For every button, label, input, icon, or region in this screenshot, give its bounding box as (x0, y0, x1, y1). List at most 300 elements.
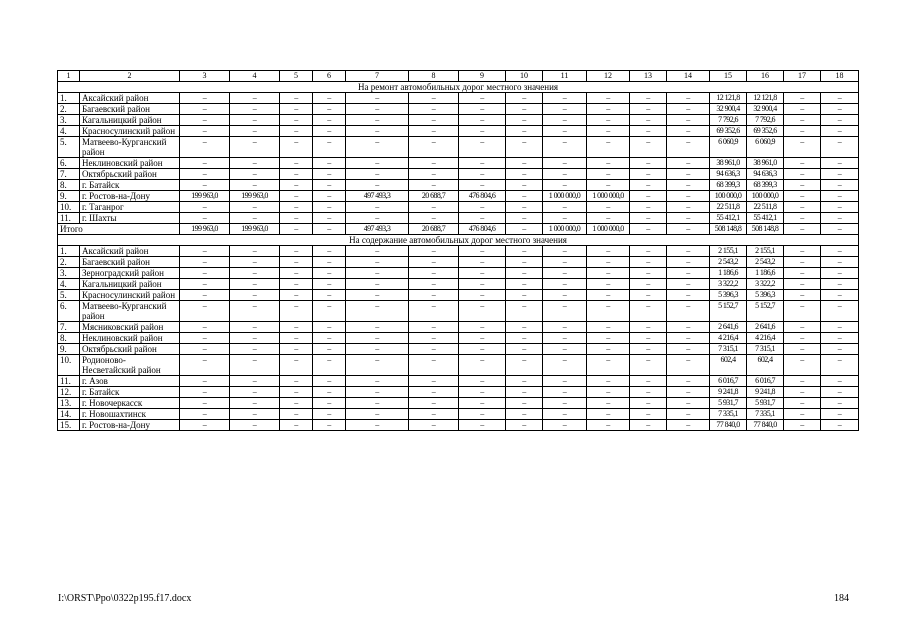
value-cell: – (630, 301, 667, 322)
total-row (58, 224, 859, 235)
row-number: 2. (58, 104, 80, 115)
value-cell: – (506, 191, 543, 202)
value-cell: 38 961,0 (747, 158, 784, 169)
value-cell: – (506, 246, 543, 257)
row-name: г. Шахты (80, 213, 180, 224)
table-row (58, 355, 859, 376)
value-cell: – (543, 104, 587, 115)
value-cell: – (587, 420, 630, 431)
value-cell: – (667, 257, 710, 268)
row-number: 1. (58, 246, 80, 257)
value-cell: 55 412,1 (710, 213, 747, 224)
value-cell: – (180, 93, 230, 104)
total-label: Итого (58, 224, 180, 235)
table-row (58, 344, 859, 355)
row-name: Зерноградский район (80, 268, 180, 279)
value-cell: – (230, 398, 280, 409)
value-cell: – (313, 126, 346, 137)
column-number-cell: 13 (630, 71, 667, 82)
value-cell: – (346, 290, 409, 301)
column-number-cell: 2 (80, 71, 180, 82)
value-cell: – (587, 279, 630, 290)
table-row (58, 104, 859, 115)
value-cell: – (784, 180, 821, 191)
total-value-cell: 199 963,0 (230, 224, 280, 235)
value-cell: – (313, 387, 346, 398)
value-cell: – (230, 268, 280, 279)
value-cell: – (543, 268, 587, 279)
value-cell: – (587, 333, 630, 344)
value-cell: – (784, 191, 821, 202)
row-number: 11. (58, 376, 80, 387)
value-cell: – (821, 279, 859, 290)
value-cell: 2 155,1 (747, 246, 784, 257)
value-cell: – (409, 169, 459, 180)
total-value-cell: 508 148,8 (747, 224, 784, 235)
row-name: Мясниковский район (80, 322, 180, 333)
value-cell: – (821, 213, 859, 224)
value-cell: 100 000,0 (710, 191, 747, 202)
value-cell: 199 963,0 (180, 191, 230, 202)
value-cell: 22 511,8 (710, 202, 747, 213)
value-cell: 2 641,6 (710, 322, 747, 333)
value-cell: – (459, 158, 506, 169)
value-cell: – (459, 355, 506, 376)
value-cell: 68 399,3 (747, 180, 784, 191)
value-cell: – (784, 387, 821, 398)
value-cell: – (230, 213, 280, 224)
value-cell: – (506, 387, 543, 398)
value-cell: – (630, 257, 667, 268)
value-cell: – (280, 257, 313, 268)
table-row (58, 257, 859, 268)
row-name: г. Ростов-на-Дону (80, 191, 180, 202)
row-number: 6. (58, 158, 80, 169)
value-cell: – (459, 290, 506, 301)
value-cell: – (346, 158, 409, 169)
value-cell: – (506, 333, 543, 344)
value-cell: – (587, 213, 630, 224)
value-cell: – (543, 290, 587, 301)
value-cell: – (506, 398, 543, 409)
value-cell: – (587, 158, 630, 169)
value-cell: – (459, 376, 506, 387)
value-cell: – (784, 158, 821, 169)
row-name: Неклиновский район (80, 333, 180, 344)
value-cell: – (230, 93, 280, 104)
value-cell: – (543, 376, 587, 387)
value-cell: – (784, 268, 821, 279)
value-cell: – (543, 301, 587, 322)
row-name: Октябрьский район (80, 344, 180, 355)
value-cell: 5 396,3 (710, 290, 747, 301)
value-cell: – (506, 257, 543, 268)
page-number: 184 (834, 593, 849, 604)
value-cell: – (506, 420, 543, 431)
value-cell: – (506, 409, 543, 420)
value-cell: 94 636,3 (710, 169, 747, 180)
value-cell: – (587, 376, 630, 387)
value-cell: – (409, 398, 459, 409)
value-cell: – (313, 213, 346, 224)
value-cell: – (280, 202, 313, 213)
value-cell: – (180, 279, 230, 290)
value-cell: – (409, 180, 459, 191)
value-cell: – (784, 104, 821, 115)
value-cell: – (506, 322, 543, 333)
value-cell: – (409, 279, 459, 290)
value-cell: – (280, 279, 313, 290)
table-row (58, 376, 859, 387)
document-file-path: I:\ORST\Ppo\0322p195.f17.docx (58, 593, 192, 604)
value-cell: – (459, 169, 506, 180)
row-number: 13. (58, 398, 80, 409)
row-name: Кагальницкий район (80, 279, 180, 290)
value-cell: 5 152,7 (710, 301, 747, 322)
value-cell: – (313, 344, 346, 355)
value-cell: – (784, 355, 821, 376)
value-cell: – (630, 268, 667, 279)
value-cell: – (667, 409, 710, 420)
row-number: 4. (58, 126, 80, 137)
value-cell: 7 792,6 (710, 115, 747, 126)
value-cell: – (230, 158, 280, 169)
value-cell: 9 241,8 (710, 387, 747, 398)
value-cell: – (280, 158, 313, 169)
value-cell: – (587, 344, 630, 355)
value-cell: – (784, 290, 821, 301)
value-cell: – (543, 279, 587, 290)
value-cell: – (313, 409, 346, 420)
table-row (58, 158, 859, 169)
value-cell: – (506, 169, 543, 180)
value-cell: – (630, 333, 667, 344)
table-row (58, 387, 859, 398)
value-cell: 32 900,4 (747, 104, 784, 115)
value-cell: – (543, 257, 587, 268)
table-row (58, 246, 859, 257)
value-cell: – (409, 387, 459, 398)
value-cell: – (630, 279, 667, 290)
value-cell: – (230, 202, 280, 213)
value-cell: – (459, 279, 506, 290)
total-value-cell: 199 963,0 (180, 224, 230, 235)
value-cell: – (459, 246, 506, 257)
value-cell: – (230, 257, 280, 268)
value-cell: – (230, 115, 280, 126)
value-cell: – (180, 246, 230, 257)
value-cell: – (230, 180, 280, 191)
value-cell: – (313, 180, 346, 191)
row-number: 12. (58, 387, 80, 398)
value-cell: 4 216,4 (710, 333, 747, 344)
value-cell: – (784, 246, 821, 257)
value-cell: – (313, 268, 346, 279)
value-cell: – (630, 180, 667, 191)
value-cell: – (313, 322, 346, 333)
value-cell: – (346, 93, 409, 104)
value-cell: – (313, 290, 346, 301)
value-cell: – (784, 322, 821, 333)
total-value-cell: – (506, 224, 543, 235)
value-cell: – (587, 180, 630, 191)
total-value-cell: – (630, 224, 667, 235)
value-cell: – (543, 409, 587, 420)
value-cell: 2 641,6 (747, 322, 784, 333)
value-cell: – (630, 290, 667, 301)
value-cell: – (313, 420, 346, 431)
value-cell: – (784, 420, 821, 431)
total-value-cell: – (667, 224, 710, 235)
value-cell: – (230, 355, 280, 376)
value-cell: – (409, 158, 459, 169)
value-cell: – (280, 115, 313, 126)
value-cell: – (667, 104, 710, 115)
row-name: г. Таганрог (80, 202, 180, 213)
value-cell: – (667, 290, 710, 301)
total-value-cell: 1 000 000,0 (587, 224, 630, 235)
value-cell: – (506, 93, 543, 104)
value-cell: 602,4 (710, 355, 747, 376)
value-cell: – (543, 137, 587, 158)
value-cell: 5 152,7 (747, 301, 784, 322)
value-cell: – (543, 344, 587, 355)
value-cell: – (230, 333, 280, 344)
value-cell: – (180, 355, 230, 376)
row-number: 7. (58, 322, 80, 333)
value-cell: – (821, 333, 859, 344)
value-cell: – (587, 301, 630, 322)
value-cell: – (667, 115, 710, 126)
table-row (58, 398, 859, 409)
value-cell: – (506, 180, 543, 191)
value-cell: 5 396,3 (747, 290, 784, 301)
value-cell: – (313, 191, 346, 202)
row-name: Октябрьский район (80, 169, 180, 180)
value-cell: – (280, 191, 313, 202)
value-cell: – (587, 104, 630, 115)
table-row (58, 126, 859, 137)
value-cell: – (587, 169, 630, 180)
value-cell: – (313, 376, 346, 387)
value-cell: – (459, 180, 506, 191)
value-cell: – (346, 279, 409, 290)
value-cell: – (459, 301, 506, 322)
row-name: г. Батайск (80, 180, 180, 191)
value-cell: – (667, 322, 710, 333)
table-row (58, 213, 859, 224)
value-cell: – (230, 279, 280, 290)
value-cell: – (180, 169, 230, 180)
value-cell: – (313, 104, 346, 115)
value-cell: – (180, 420, 230, 431)
value-cell: – (409, 376, 459, 387)
value-cell: 100 000,0 (747, 191, 784, 202)
row-name: Аксайский район (80, 93, 180, 104)
value-cell: – (180, 409, 230, 420)
value-cell: – (821, 301, 859, 322)
value-cell: – (313, 169, 346, 180)
value-cell: – (459, 398, 506, 409)
value-cell: – (459, 268, 506, 279)
value-cell: – (821, 202, 859, 213)
row-name: Родионово-Несветайский район (80, 355, 180, 376)
value-cell: – (630, 158, 667, 169)
column-number-cell: 9 (459, 71, 506, 82)
value-cell: – (506, 268, 543, 279)
value-cell: 6 060,9 (747, 137, 784, 158)
row-name: Красносулинский район (80, 290, 180, 301)
row-number: 10. (58, 355, 80, 376)
value-cell: – (630, 137, 667, 158)
value-cell: – (230, 344, 280, 355)
value-cell: – (459, 344, 506, 355)
value-cell: – (280, 322, 313, 333)
column-number-row (58, 71, 859, 82)
value-cell: – (667, 169, 710, 180)
value-cell: – (313, 137, 346, 158)
value-cell: – (784, 398, 821, 409)
value-cell: – (543, 202, 587, 213)
total-value-cell: 476 804,6 (459, 224, 506, 235)
value-cell: 6 016,7 (747, 376, 784, 387)
value-cell: – (587, 126, 630, 137)
value-cell: – (667, 268, 710, 279)
table-row (58, 301, 859, 322)
total-value-cell: – (784, 224, 821, 235)
value-cell: 7 335,1 (747, 409, 784, 420)
value-cell: – (587, 115, 630, 126)
value-cell: – (587, 387, 630, 398)
value-cell: – (821, 257, 859, 268)
value-cell: – (543, 333, 587, 344)
value-cell: – (180, 202, 230, 213)
value-cell: – (459, 115, 506, 126)
value-cell: – (459, 420, 506, 431)
row-number: 1. (58, 93, 80, 104)
value-cell: – (543, 169, 587, 180)
value-cell: – (630, 409, 667, 420)
value-cell: – (313, 398, 346, 409)
row-name: Матвеево-Курганский район (80, 301, 180, 322)
value-cell: – (313, 158, 346, 169)
value-cell: 9 241,8 (747, 387, 784, 398)
value-cell: – (313, 202, 346, 213)
value-cell: 6 060,9 (710, 137, 747, 158)
value-cell: – (784, 115, 821, 126)
value-cell: – (459, 202, 506, 213)
row-number: 8. (58, 180, 80, 191)
value-cell: – (630, 126, 667, 137)
value-cell: – (784, 333, 821, 344)
value-cell: – (630, 420, 667, 431)
value-cell: – (506, 376, 543, 387)
value-cell: – (180, 290, 230, 301)
value-cell: – (630, 93, 667, 104)
row-name: Кагальницкий район (80, 115, 180, 126)
value-cell: 6 016,7 (710, 376, 747, 387)
value-cell: 38 961,0 (710, 158, 747, 169)
value-cell: – (667, 202, 710, 213)
value-cell: – (667, 279, 710, 290)
value-cell: – (280, 301, 313, 322)
table-row (58, 268, 859, 279)
column-number-cell: 16 (747, 71, 784, 82)
value-cell: – (409, 420, 459, 431)
value-cell: – (346, 387, 409, 398)
value-cell: – (313, 333, 346, 344)
value-cell: – (667, 191, 710, 202)
value-cell: 7 315,1 (710, 344, 747, 355)
value-cell: – (280, 126, 313, 137)
value-cell: – (180, 268, 230, 279)
value-cell: – (821, 180, 859, 191)
value-cell: – (630, 246, 667, 257)
value-cell: – (346, 257, 409, 268)
value-cell: 199 963,0 (230, 191, 280, 202)
value-cell: – (459, 387, 506, 398)
value-cell: – (630, 104, 667, 115)
value-cell: – (409, 355, 459, 376)
value-cell: – (543, 180, 587, 191)
value-cell: – (180, 137, 230, 158)
value-cell: – (821, 355, 859, 376)
total-value-cell: 1 000 000,0 (543, 224, 587, 235)
value-cell: – (409, 115, 459, 126)
value-cell: – (280, 93, 313, 104)
table-row (58, 409, 859, 420)
value-cell: – (506, 202, 543, 213)
row-name: г. Новочеркасск (80, 398, 180, 409)
value-cell: – (230, 104, 280, 115)
column-number-cell: 17 (784, 71, 821, 82)
column-number-cell: 11 (543, 71, 587, 82)
value-cell: – (346, 344, 409, 355)
total-value-cell: – (821, 224, 859, 235)
value-cell: – (409, 344, 459, 355)
value-cell: 55 412,1 (747, 213, 784, 224)
value-cell: – (587, 290, 630, 301)
value-cell: – (784, 169, 821, 180)
value-cell: 3 322,2 (710, 279, 747, 290)
value-cell: – (230, 290, 280, 301)
value-cell: – (821, 268, 859, 279)
value-cell: – (346, 126, 409, 137)
value-cell: – (346, 376, 409, 387)
value-cell: – (667, 93, 710, 104)
value-cell: – (180, 126, 230, 137)
value-cell: – (543, 93, 587, 104)
row-number: 10. (58, 202, 80, 213)
value-cell: 476 804,6 (459, 191, 506, 202)
value-cell: – (346, 322, 409, 333)
value-cell: 69 352,6 (710, 126, 747, 137)
value-cell: – (784, 409, 821, 420)
value-cell: – (459, 257, 506, 268)
column-number-cell: 4 (230, 71, 280, 82)
table-row (58, 290, 859, 301)
value-cell: – (821, 191, 859, 202)
row-number: 7. (58, 169, 80, 180)
value-cell: – (667, 420, 710, 431)
value-cell: – (784, 376, 821, 387)
value-cell: – (630, 376, 667, 387)
value-cell: – (784, 344, 821, 355)
value-cell: – (230, 246, 280, 257)
value-cell: – (346, 420, 409, 431)
value-cell: – (313, 301, 346, 322)
value-cell: – (230, 420, 280, 431)
